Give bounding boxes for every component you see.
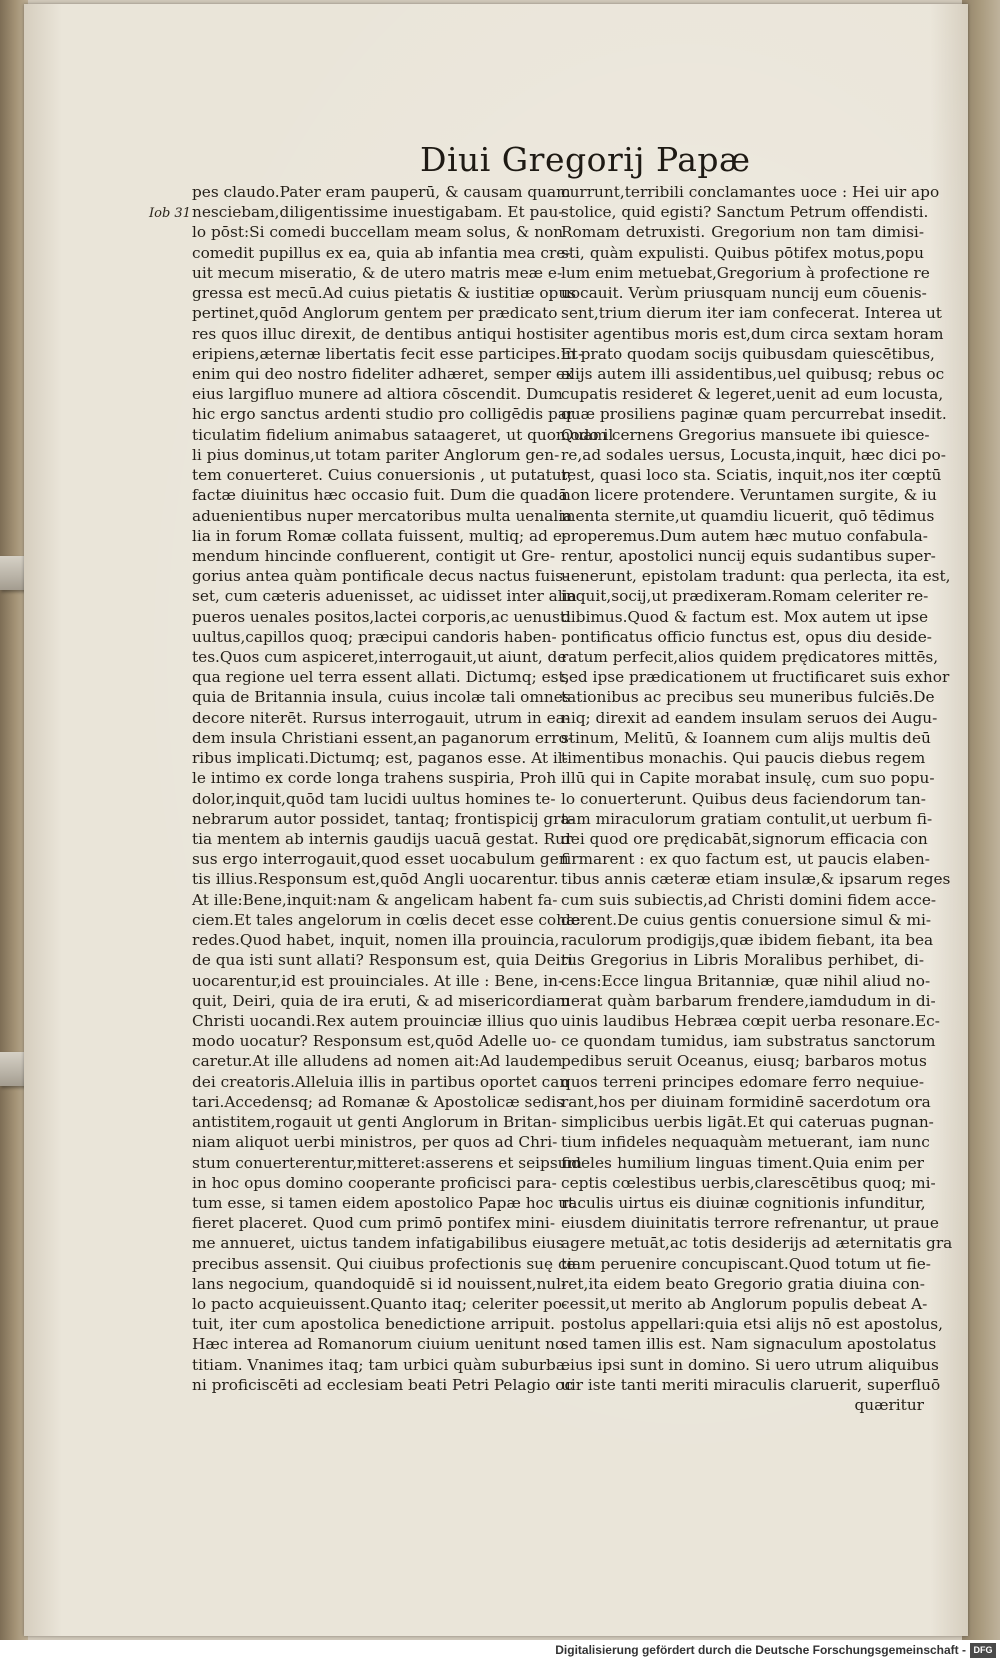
text-line: lum enim metuebat,Gregorium à profectione re	[561, 263, 930, 282]
text-line: eiusdem diuinitatis terrore refrenantur, ut praue	[561, 1214, 939, 1233]
text-line: eius largifluo munere ad altiora cōscendit. Dum	[192, 385, 563, 404]
text-line: ce quondam tumidus, iam substratus sanctorum	[561, 1032, 936, 1051]
margin-note: Iob 31	[149, 206, 191, 221]
text-line: eripiens,æternæ libertatis fecit esse participes.Et-	[192, 344, 584, 363]
text-line: cens:Ecce lingua Britanniæ, quæ nihil aliud no-	[561, 971, 931, 990]
text-line: At ille:Bene,inquit:nam & angelicam habent fa-	[192, 890, 558, 909]
text-line: tuit, iter cum apostolica benedictione arripuit.	[192, 1315, 555, 1334]
text-line: pedibus seruit Oceanus, eiusq; barbaros motus	[561, 1052, 927, 1071]
text-line: sed ipse prædicationem ut fructificaret suis exhor	[561, 668, 950, 687]
text-line: cum suis subiectis,ad Christi domini fidem acce-	[561, 890, 937, 909]
text-line: firmarent : ex quo factum est, ut paucis elaben-	[561, 850, 930, 869]
text-line: derent.De cuius gentis conuersione simul & mi-	[561, 910, 932, 929]
text-line: ni proficiscēti ad ecclesiam beati Petri Pelagio oc	[192, 1375, 574, 1394]
text-line: caretur.At ille alludens ad nomen ait:Ad laudem	[192, 1052, 563, 1071]
text-line: lo conuerterunt. Quibus deus faciendorum tan-	[561, 789, 926, 808]
text-line: lia in forum Romæ collata fuissent, multiq; ad e-	[192, 526, 568, 545]
text-line: modo uocatur? Responsum est,quōd Adelle uo-	[192, 1032, 557, 1051]
text-line: timentibus monachis. Qui paucis diebus regem	[561, 749, 926, 768]
text-line: simplicibus uerbis ligāt.Et qui cateruas pugnan-	[561, 1113, 934, 1132]
text-line: li pius dominus,ut totam pariter Anglorum gen-	[192, 445, 560, 464]
left-text-column	[192, 182, 614, 1395]
text-line: agere metuāt,ac totis desiderijs ad æternitatis gra	[561, 1234, 953, 1253]
text-line: cupatis resideret & legeret,uenit ad eum locusta,	[561, 385, 944, 404]
right-text-column	[561, 182, 953, 1415]
text-line: dibimus.Quod & factum est. Mox autem ut ipse	[561, 607, 929, 626]
text-line: de qua isti sunt allati? Responsum est, quia Deiri	[192, 951, 573, 970]
text-line: pueros uenales positos,lactei corporis,ac uenusti	[192, 607, 571, 626]
text-line: alijs autem illi assidentibus,uel quibusq; rebus oc	[561, 364, 945, 383]
text-line: tari.Accedensq; ad Romanæ & Apostolicæ sedis	[192, 1092, 564, 1111]
text-line: uenerunt, epistolam tradunt: qua perlecta, ita est,	[561, 567, 951, 586]
text-line: uocauit. Verùm priusquam nuncij eum cōuenis-	[561, 284, 927, 303]
text-line: titiam. Vnanimes itaq; tam urbici quàm suburba	[192, 1355, 565, 1374]
text-line: set, cum cæteris aduenisset, ac uidisset inter alia	[192, 587, 577, 606]
text-line: in hoc opus domino cooperante proficisci para-	[192, 1173, 557, 1192]
text-line: tium infideles nequaquàm metuerant, iam nunc	[561, 1133, 930, 1152]
text-line: qua regione uel terra essent allati. Dictumq; est,	[192, 668, 570, 687]
digitization-footer	[0, 1640, 1000, 1662]
text-line: in prato quodam socijs quibusdam quiescētibus,	[561, 344, 935, 363]
text-line: hic ergo sanctus ardenti studio pro colligēdis par	[192, 405, 575, 424]
text-line: uit mecum miseratio, & de utero matris meæ e-	[192, 263, 563, 282]
text-line: uinis laudibus Hebræa cœpit uerba resonare.Ec-	[561, 1011, 940, 1030]
text-line: iter agentibus moris est,dum circa sextam horam	[561, 324, 944, 343]
text-line: lo pōst:Si comedi buccellam meam solus, & non	[192, 223, 564, 242]
text-line: enim qui deo nostro fideliter adhæret, semper ex	[192, 364, 574, 383]
text-line: dolor,inquit,quōd tam lucidi uultus homines te-	[192, 789, 556, 808]
text-line: uocarentur,id est prouinciales. At ille : Bene, in-	[192, 971, 564, 990]
text-line: cessit,ut merito ab Anglorum populis debeat A-	[561, 1295, 928, 1314]
text-line: properemus.Dum autem hæc mutuo confabula-	[561, 526, 928, 545]
text-line: gorius antea quàm pontificale decus nactus fuis-	[192, 567, 569, 586]
text-line: non licere protendere. Veruntamen surgite, & iu	[561, 486, 937, 505]
text-line: factæ diuinitus hæc occasio fuit. Dum die quadā	[192, 486, 568, 505]
text-line: tam miraculorum gratiam contulit,ut uerbum fi-	[561, 809, 933, 828]
text-line: sed tamen illis est. Nam signaculum apostolatus	[561, 1335, 937, 1354]
text-line: aduenientibus nuper mercatoribus multa uenalia	[192, 506, 573, 525]
text-line: inquit,socij,ut prædixeram.Romam celeriter re-	[561, 587, 929, 606]
text-line: re,ad sodales uersus, Locusta,inquit, hæc dici po-	[561, 445, 946, 464]
text-line: tiam peruenire concupiscant.Quod totum ut fie-	[561, 1254, 931, 1273]
text-line: quos terreni principes edomare ferro nequiue-	[561, 1072, 924, 1091]
text-line: Hæc interea ad Romanorum ciuium uenitunt no	[192, 1335, 565, 1354]
text-line: rant,hos per diuinam formidinē sacerdotum ora	[561, 1092, 931, 1111]
text-line: ticulatim fidelium animabus sataageret, ut quomodo il	[192, 425, 614, 444]
text-line: antistitem,rogauit ut genti Anglorum in Britan-	[192, 1113, 557, 1132]
text-line: lo pacto acquieuissent.Quanto itaq; celeriter po-	[192, 1295, 568, 1314]
text-line: rentur, apostolici nuncij equis sudantibus super-	[561, 546, 936, 565]
text-line: quæ prosiliens paginæ quam percurrebat insedit.	[561, 405, 947, 424]
text-line: niam aliquot uerbi ministros, per quos ad Chri-	[192, 1133, 558, 1152]
text-line: Romam detruxisti. Gregorium non tam dimisi-	[561, 223, 924, 242]
text-line: nebrarum autor possidet, tantaq; frontispicij gra-	[192, 809, 575, 828]
text-line: uerat quàm barbarum frendere,iamdudum in di-	[561, 991, 936, 1010]
funding-credit: Digitalisierung gefördert durch die Deutsche Forschungsgemeinschaft -	[555, 1643, 966, 1657]
text-line: redes.Quod habet, inquit, nomen illa prouincia,	[192, 931, 560, 950]
text-line: postolus appellari:quia etsi alijs nō est apostolus,	[561, 1315, 943, 1334]
text-line: res quos illuc direxit, de dentibus antiqui hostis	[192, 324, 563, 343]
text-line: tia mentem ab internis gaudijs uacuā gestat. Rur	[192, 830, 573, 848]
text-line: tationibus ac precibus seu muneribus fulciēs.De	[561, 688, 935, 707]
text-line: uir iste tanti meriti miraculis claruerit, superfluō	[561, 1375, 941, 1394]
text-line: ciem.Et tales angelorum in cœlis decet esse cohæ	[192, 910, 581, 929]
text-line: dei quod ore prędicabāt,signorum efficacia con	[561, 830, 928, 848]
text-line: raculis uirtus eis diuinæ cognitionis infunditur,	[561, 1193, 926, 1212]
catchword: quæritur	[854, 1396, 924, 1415]
text-line: ret,ita eidem beato Gregorio gratia diuina con-	[561, 1274, 925, 1293]
text-line: decore niterēt. Rursus interrogauit, utrum in ea-	[192, 708, 570, 727]
text-line: pertinet,quōd Anglorum gentem per prædicato	[192, 304, 558, 323]
text-line: quia de Britannia insula, cuius incolæ tali omnes	[192, 688, 571, 707]
text-line: tus Gregorius in Libris Moralibus perhibet, di-	[561, 951, 924, 970]
text-line: comedit pupillus ex ea, quia ab infantia mea cre-	[192, 243, 571, 262]
text-line: raculorum prodigijs,quæ ibidem fiebant, ita bea	[561, 931, 934, 950]
text-line: test, quasi loco sta. Sciatis, inquit,nos iter cœptū	[561, 466, 942, 485]
text-line: sent,trium dierum iter iam confecerat. Interea ut	[561, 304, 942, 323]
text-line: tibus annis cæteræ etiam insulæ,& ipsarum reges	[561, 870, 951, 889]
text-line: eius ipsi sunt in domino. Si uero utrum aliquibus	[561, 1355, 939, 1374]
text-line: Christi uocandi.Rex autem prouinciæ illius quo	[192, 1011, 558, 1030]
text-line: tes.Quos cum aspiceret,interrogauit,ut aiunt, de	[192, 648, 567, 667]
text-line: sus ergo interrogauit,quod esset uocabulum gen	[192, 850, 569, 869]
text-line: currunt,terribili conclamantes uoce : Hei uir apo	[561, 183, 940, 201]
text-line: menta sternite,ut quamdiu licuerit, quō tēdimus	[561, 506, 935, 525]
text-line: precibus assensit. Qui ciuibus profectionis suę ce	[192, 1254, 576, 1273]
text-line: stolice, quid egisti? Sanctum Petrum offendisti.	[561, 203, 929, 222]
text-line: ceptis cœlestibus uerbis,clarescētibus quoq; mi-	[561, 1173, 936, 1192]
text-line: tis illius.Responsum est,quōd Angli uocarentur.	[192, 870, 559, 889]
running-head: Diui Gregorij Papæ	[420, 140, 751, 179]
text-line: nesciebam,diligentissime inuestigabam. Et pau-	[192, 203, 564, 222]
text-line: illū qui in Capite morabat insulę, cum suo popu-	[561, 769, 935, 788]
text-line: tem conuerteret. Cuius conuersionis , ut putatur,	[192, 466, 573, 485]
text-line: le intimo ex corde longa trahens suspiria, Proh	[192, 769, 557, 788]
text-line: dei creatoris.Alleluia illis in partibus oportet can	[192, 1072, 570, 1091]
text-line: niq; direxit ad eandem insulam seruos dei Augu-	[561, 708, 938, 727]
text-line: pes claudo.Pater eram pauperū, & causam quam	[192, 183, 571, 201]
text-line: uultus,capillos quoq; præcipui candoris haben-	[192, 627, 557, 646]
text-line: fieret placeret. Quod cum primō pontifex mini-	[192, 1214, 555, 1233]
text-line: ribus implicati.Dictumq; est, paganos esse. At il-	[192, 749, 568, 768]
text-line: quit, Deiri, quia de ira eruti, & ad misericordiam	[192, 991, 571, 1010]
text-line: ratum perfecit,alios quidem prędicatores mittēs,	[561, 648, 939, 667]
text-line: lans negocium, quandoquidē si id nouissent,nul-	[192, 1274, 567, 1293]
text-line: dem insula Christiani essent,an paganorum erro-	[192, 728, 573, 747]
text-line: gressa est mecū.Ad cuius pietatis & iustitiæ opus	[192, 284, 577, 303]
text-line: sti, quàm expulisti. Quibus pōtifex motus,popu	[561, 243, 924, 262]
text-line: tum esse, si tamen eidem apostolico Papæ hoc ut	[192, 1193, 575, 1212]
text-line: pontificatus officio functus est, opus diu deside-	[561, 627, 932, 646]
text-line: fideles humilium linguas timent.Quia enim per	[561, 1153, 924, 1172]
text-line: Quam cernens Gregorius mansuete ibi quiesce-	[561, 425, 930, 444]
text-line: mendum hincinde confluerent, contigit ut Gre-	[192, 546, 555, 565]
text-line: stinum, Melitū, & Ioannem cum alijs multis deū	[561, 728, 931, 747]
text-line: stum conuerterentur,mitteret:asserens et seipsum	[192, 1153, 583, 1172]
text-line: me annueret, uictus tandem infatigabilibus eius	[192, 1234, 564, 1253]
dfg-logo: DFG	[970, 1643, 996, 1658]
